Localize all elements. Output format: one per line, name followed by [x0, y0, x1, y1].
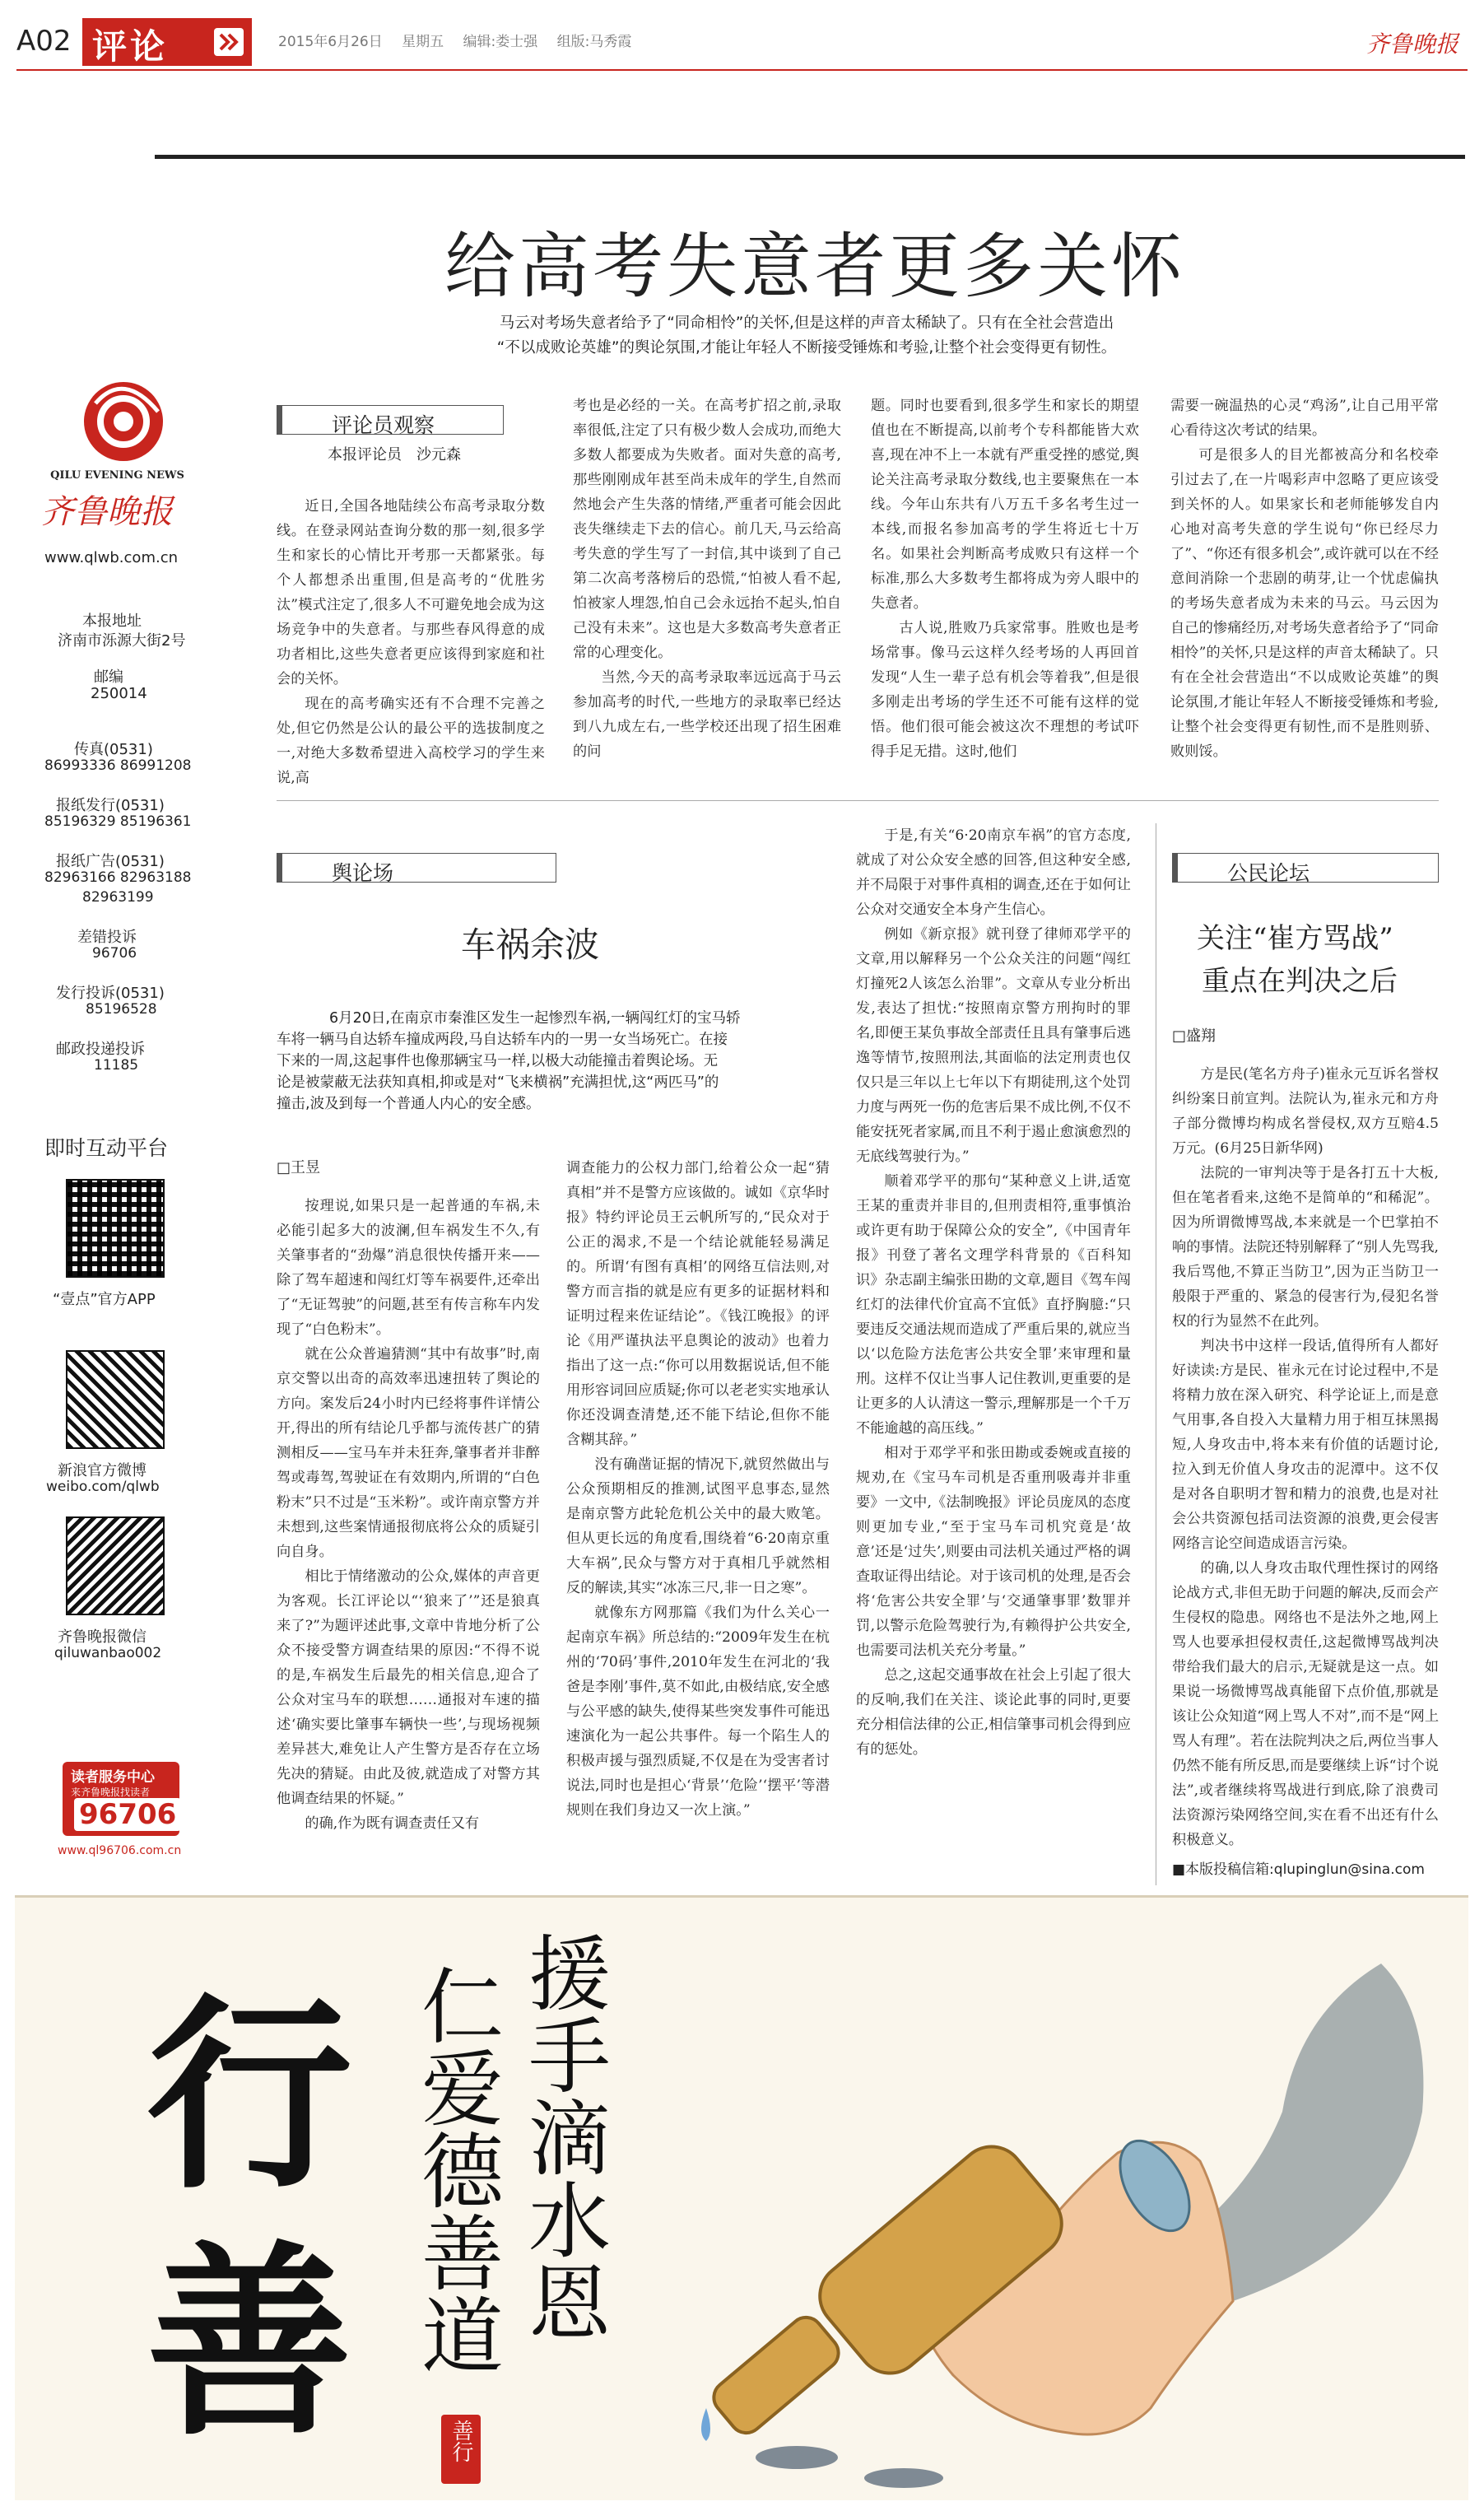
paragraph: 的确,作为既有调查责任又有 [305, 1815, 480, 1832]
page-title: 给高考失意者更多关怀 [444, 226, 1185, 308]
paragraph: 考也是必经的一关。在高考扩招之前,录取率很低,注定了只有极少数人会成功,而绝大多数人都要成为失败者。面对失意的高考,那些刚刚成年甚至尚未成年的学生,自然而然地会产生失落的情绪,严重者可能会因此丧失继续走下去的信心。前几天,马云给高考失意的学生写了一封信,其中谈到了自己第二次高考落榜后的恐慌,“怕被人看不起,怕被家人埋怨,怕自己会永远抬不起头,怕自己没有未来”。这也是大多数高考失意者正常的心理变化。 [573, 398, 841, 661]
service-subtitle: 来齐鲁晚报找读者 [71, 1787, 151, 1798]
headline-lead [346, 311, 1268, 361]
logo-chinese: 齐鲁晚报 [41, 493, 173, 531]
qr-code-app-icon[interactable] [66, 1179, 165, 1278]
paragraph: 没有确凿证据的情况下,就贸然做出与公众预期相反的推测,试图平息事态,显然是南京警方此轮危机公关中的最大败笔。但从更长远的角度看,围绕着“6·20南京重大车祸”,民众与警方对于真相几乎就然相反的解读,其实“冰冻三尺,非一日之寒”。 [566, 1456, 830, 1596]
platform-title: 即时互动平台 [44, 1136, 169, 1160]
article3-col [1172, 1062, 1440, 1848]
lead-line: “不以成败论英雄”的舆论氛围,才能让年轻人不断接受锤炼和考验,让整个社会变得更有韧性。 [496, 339, 1117, 356]
logo-english: QILU EVENING NEWS [50, 469, 184, 482]
post: 11185 [94, 1057, 139, 1074]
qr3-caption-1: 齐鲁晚报微信 [58, 1628, 147, 1646]
article2-col-1 [277, 1194, 540, 1894]
bottom-banner [15, 1895, 1468, 2500]
section-tag-citizen-forum [1172, 853, 1439, 883]
header-rule [16, 69, 1468, 71]
service-title: 读者服务中心 [71, 1769, 155, 1786]
issue: 85196528 [86, 1001, 157, 1018]
paragraph: 近日,全国各地陆续公布高考录取分数线。在登录网站查询分数的那一刻,很多学生和家长的心情比开考那一天都紧张。每个人都想杀出重围,但是高考的“优胜劣汰”模式注定了,很多人不可避免地会成为这场竞争中的失意者。与那些春风得意的成功者相比,这些失意者更应该得到家庭和社会的关怀。 [277, 498, 545, 687]
service-phone: 96706 [74, 1798, 181, 1831]
paragraph: 判决书中这样一段话,值得所有人都好好读读:方是民、崔永元在讨论过程中,不是将精力放在深入研究、科学论证上,而是意气用事,各自投入大量精力用于相互抹黑揭短,人身攻击中,将本来有价值的话题讨论,拉入到无价值人身攻击的泥潭中。这不仅是对各自职明才智和精力的浪费,也是对社会公共资源包括司法资源的浪费,更会侵害网络言论空间造成语言污染。 [1172, 1338, 1439, 1552]
paragraph: 现在的高考确实还有不合理不完善之处,但它仍然是公认的最公平的选拔制度之一,对绝大多数希望进入高校学习的学生来说,高 [277, 696, 545, 786]
paragraph: 方是民(笔名方舟子)崔永元互诉名誉权纠纷案日前宣判。法院认为,崔永元和方舟子部分微博均构成名誉侵权,双方互赔4.5万元。(6月25日新华网) [1172, 1066, 1439, 1157]
banner-poem-line-1: 援手滴水恩 [514, 1931, 611, 2342]
paragraph: 相对于邓学平和张田勘或委婉或直接的规劝,在《宝马车司机是否重刑吸毒并非重要》一文中,《法制晚报》评论员庞凤的态度则更加专业,“至于宝马车司机究竟是‘故意’还是‘过失’,则要由司法机关通过严格的调查取证得出结论。对于该司机的处理,是否会将‘危害公共安全罪’与‘交通肇事罪’数罪并罚,以警示危险驾驶行为,有赖得护公共安全,也需要司法机关充分考量。” [856, 1445, 1131, 1659]
section-tag-label: 舆论场 [332, 861, 394, 885]
paragraph: 法院的一审判决等于是各打五十大板,但在笔者看来,这绝不是简单的“和稀泥”。因为所谓微博骂战,本来就是一个巴掌拍不响的事情。法院还特别解释了“别人先骂我,我后骂他,不算正当防卫”,因为正当防卫一般限于严重的、紧急的侵害行为,侵犯名誉权的行为显然不在此列。 [1172, 1165, 1439, 1330]
paragraph: 总之,这起交通事故在社会上引起了很大的反响,我们在关注、谈论此事的同时,更要充分相信法律的公正,相信肇事司机会得到应有的惩处。 [856, 1667, 1131, 1758]
paragraph: 古人说,胜败乃兵家常事。胜败也是考场常事。像马云这样久经考场的人再回首发现“人生一辈子总有机会等着我”,但是很多刚走出考场的学生还不可能有这样的觉悟。他们很可能会被这次不理想的考试吓得手足无措。这时,他们 [871, 620, 1139, 760]
complaint-label: 差错投诉 [77, 929, 137, 946]
section-title: 评论 [92, 26, 169, 67]
paragraph: 于是,有关“6·20南京车祸”的官方态度,就成了对公众安全感的回答,但这种安全感,并不局限于对事件真相的调查,还在于如何让公众对交通安全本身产生信心。 [856, 827, 1131, 918]
issue-label: 发行投诉(0531) [56, 985, 165, 1002]
dist-label: 报纸发行(0531) [56, 797, 165, 814]
post-label: 邮政投递投诉 [56, 1041, 145, 1058]
lead-line: 下来的一周,这起事件也像那辆宝马一样,以极大动能撞击着舆论场。无 [277, 1053, 719, 1069]
divider [277, 800, 1439, 801]
main-col-2 [573, 394, 841, 787]
postcode-label: 邮编 [94, 669, 123, 686]
paragraph: 例如《新京报》就刊登了律师邓学平的文章,用以解释另一个公众关注的问题“闯红灯撞死2人该怎么治罪”。文章从专业分析出发,表达了担忧:“按照南京警方刑拘时的罪名,即便王某负事故全部责任且具有肇事后逃逸等情节,按照刑法,其面临的法定刑责也仅仅只是三年以上七年以下有期徒刑,这个处罚力度与两死一伤的危害后果不成比例,不仅不能安抚死者家属,而且不利于遏止愈演愈烈的无底线驾驶行为。” [856, 926, 1131, 1165]
dist: 85196329 85196361 [44, 813, 192, 830]
paragraph: 就在公众普遍猜测“其中有故事”时,南京交警以出奇的高效率迅速扭转了舆论的方向。案发后24小时内已经将事件详情公开,得出的所有结论几乎都与流传甚广的猜测相反——宝马车并未狂奔,肇事者并非醉驾或毒驾,驾驶证在有效期内,所谓的“白色粉末”只不过是“玉米粉”。或许南京警方并未想到,这些案情通报彻底将公众的质疑引向自身。 [277, 1346, 540, 1560]
banner-big-char-1: 行 [147, 1974, 352, 2216]
paper-logo-icon [79, 379, 168, 464]
hand-pouring-bottle-illustration [657, 1947, 1447, 2490]
qr2-caption-1: 新浪官方微博 [58, 1462, 147, 1479]
layout-editor: 组版:马秀霞 [556, 34, 632, 50]
paragraph: 按理说,如果只是一起普通的车祸,未必能引起多大的波澜,但车祸发生不久,有关肇事者的“劲爆”消息很快传播开来——除了驾车超速和闯红灯等车祸要件,还牵出了“无证驾驶”的问题,甚至有传言称车内发现了“白色粉末”。 [277, 1198, 540, 1338]
paragraph: 需要一碗温热的心灵“鸡汤”,让自己用平常心看待这次考试的结果。 [1170, 398, 1439, 439]
address-label: 本报地址 [82, 613, 142, 630]
section-tag-label: 公民论坛 [1227, 861, 1310, 885]
paragraph: 的确,以人身攻击取代理性探讨的网络论战方式,非但无助于问题的解决,反而会产生侵权的隐患。网络也不是法外之地,网上骂人也要承担侵权责任,这起微博骂战判决带给我们最大的启示,无疑就是这一点。如果说一场微博骂战真能留下点价值,那就是该让公众知道“网上骂人不对”,而不是“网上骂人有理”。若在法院判决之后,两位当事人仍然不能有所反思,而是要继续上诉“讨个说法”,或者继续将骂战进行到底,除了浪费司法资源污染网络空间,实在看不出还有什么积极意义。 [1172, 1560, 1440, 1848]
section-tag-opinion-field [277, 853, 556, 883]
double-chevron-icon [214, 28, 244, 56]
article-title-line-2: 重点在判决之后 [1202, 965, 1398, 998]
editor: 编辑:娄士强 [463, 34, 538, 50]
qr2-caption-2: weibo.com/qlwb [46, 1479, 160, 1495]
paragraph: 当然,今天的高考录取率远远高于马云参加高考的时代,一些地方的录取率已经达到八九成左右,一些学校还出现了招生困难的问 [573, 669, 841, 760]
weekday: 星期五 [402, 34, 444, 50]
lead-line: 撞击,波及到每一个普通人内心的安全感。 [277, 1096, 541, 1112]
qr-code-weibo-icon[interactable] [66, 1350, 165, 1449]
main-col-3 [871, 394, 1139, 787]
article-lead [277, 1008, 830, 1115]
paragraph: 可是很多人的目光都被高分和名校牵引过去了,在一片喝彩声中忽略了更应该受到关怀的人。如果家长和老师能够发自内心地对高考失意的学生说句“你已经尽力了”、“你还有很多机会”,或许就可以在不经意间消除一个悲剧的萌芽,让一个忧虑偏执的考场失意者成为未来的马云。马云因为自己的惨痛经历,对考场失意者给予了“同命相怜”的关怀,只是这样的声音太稀缺了。只有在全社会营造出“不以成败论英雄”的舆论氛围,才能让年轻人不断接受锤炼和考验,让整个社会变得更有韧性,而不是胜则骄、败则馁。 [1170, 447, 1439, 760]
byline: □盛翔 [1172, 1027, 1217, 1045]
lead-line: 论是被蒙蔽无法获知真相,抑或是对“飞来横祸”充满担忧,这“两匹马”的 [277, 1074, 719, 1091]
fax-label: 传真(0531) [74, 741, 153, 758]
article-title: 车祸余波 [461, 925, 600, 965]
service-url: www.ql96706.com.cn [58, 1844, 182, 1857]
header-rule-thick [155, 155, 1465, 159]
paper-name-mark: 齐鲁晚报 [1366, 30, 1459, 58]
page-number: A02 [16, 25, 72, 58]
seal-text: 善行 [449, 2420, 473, 2462]
seal-stamp [441, 2415, 481, 2484]
paragraph: 顺着邓学平的那句“某种意义上讲,适宽王某的重责并非目的,但刑责相符,重事慎治或许更有助于保障公众的安全”,《中国青年报》刊登了著名文理学科背景的《百科知识》杂志副主编张田勘的文章,题目《驾车闯红灯的法律代价宜高不宜低》直抒胸臆:“只要违反交通法规而造成了严重后果的,就应当以‘以危险方法危害公共安全罪’来审理和量刑。这样不仅让当事人记住教训,更重要的是让更多的人认清这一警示,理解那是一个千万不能逾越的高压线。” [856, 1173, 1131, 1437]
sidebar [33, 362, 198, 1679]
article2-col-3 [856, 823, 1131, 1894]
issue-date: 2015年6月26日 [278, 34, 383, 50]
website: www.qlwb.com.cn [44, 549, 178, 566]
article-title-line-1: 关注“崔方骂战” [1197, 922, 1393, 955]
ads-label: 报纸广告(0531) [56, 853, 165, 870]
section-tag-observation [277, 405, 504, 435]
postcode: 250014 [91, 685, 147, 702]
qr3-caption-2: qiluwanbao002 [54, 1645, 162, 1661]
address: 济南市泺源大街2号 [58, 632, 186, 650]
submission-email: ■本版投稿信箱:qlupinglun@sina.com [1172, 1861, 1425, 1878]
byline: □王昱 [277, 1159, 321, 1176]
ads-phone-2: 82963199 [82, 889, 154, 906]
paragraph: 题。同时也要看到,很多学生和家长的期望值也在不断提高,以前考个专科都能皆大欢喜,现在冲不上一本就有严重受挫的感觉,舆论关注高考录取分数线,也主要聚焦在一本线。今年山东共有八万五千多名考生过一本线,而报名参加高考的学生将近七十万名。如果社会判断高考成败只有这样一个标准,那么大多数考生都将成为旁人眼中的失意者。 [871, 398, 1139, 612]
section-tag-label: 评论员观察 [332, 413, 435, 437]
qr1-caption: “壹点”官方APP [53, 1291, 156, 1308]
paragraph: 调查能力的公权力部门,给着公众一起“猜真相”并不是警方应该做的。诚如《京华时报》特约评论员王云帆所写的,“民众对于公正的渴求,不是一个结论就能轻易满足的。所谓‘有图有真相’的网络互信法则,对警方而言指的就是应有更多的证据材料和证明过程来佐证结论”。《钱江晚报》的评论《用严谨执法平息舆论的波动》也着力指出了这一点:“你可以用数据说话,但不能用形容词回应质疑;你可以老老实实地承认你还没调查清楚,还不能下结论,但你不能含糊其辞。” [566, 1160, 830, 1448]
lead-line: 车将一辆马自达轿车撞成两段,马自达轿车内的一男一女当场死亡。在接 [277, 1032, 728, 1048]
complaint: 96706 [92, 945, 137, 962]
ads-phone-1: 82963166 82963188 [44, 869, 192, 886]
byline: 本报评论员 沙元森 [328, 446, 461, 464]
main-col-4 [1170, 394, 1439, 787]
banner-poem-line-2: 仁爱德善道 [407, 1964, 504, 2375]
banner-big-char-2: 善 [147, 2221, 352, 2463]
lead-line: 马云对考场失意者给予了“同命相怜”的关怀,但是这样的声音太稀缺了。只有在全社会营造出 [499, 314, 1114, 332]
lead-line: 6月20日,在南京市秦淮区发生一起惨烈车祸,一辆闯红灯的宝马轿 [329, 1010, 741, 1027]
fax: 86993336 86991208 [44, 757, 192, 774]
article2-col-2 [566, 1156, 830, 1894]
paragraph: 就像东方网那篇《我们为什么关心一起南京车祸》所总结的:“2009年发生在杭州的‘70码’事件,2010年发生在河北的‘我爸是李刚’事件,莫不如此,由极结底,安全感与公平感的缺失,使得某些突发事件可能迅速演化为一起公共事件。每一个陷生人的积极声援与强烈质疑,不仅是在为受害者讨说法,同时也是担心‘背景’‘危险’‘摆平’等潜规则在我们身边又一次上演。” [566, 1605, 830, 1819]
main-col-1 [277, 494, 545, 786]
paragraph: 相比于情绪激动的公众,媒体的声音更为客观。长江评论以“‘狼来了’”还是狼真来了?”为题评述此事,文章中肯地分析了公众不接受警方调查结果的原因:“不得不说的是,车祸发生后最先的相关信息,迎合了公众对宝马车的联想……通报对车速的描述‘确实要比肇事车辆快一些’,与现场视频差异甚大,难免让人产生警方是否存在立场先决的猜疑。由此及彼,就造成了对警方其他调查结果的怀疑。” [277, 1568, 540, 1807]
reader-service-box [63, 1762, 179, 1836]
qr-code-wechat-icon[interactable] [66, 1516, 165, 1615]
